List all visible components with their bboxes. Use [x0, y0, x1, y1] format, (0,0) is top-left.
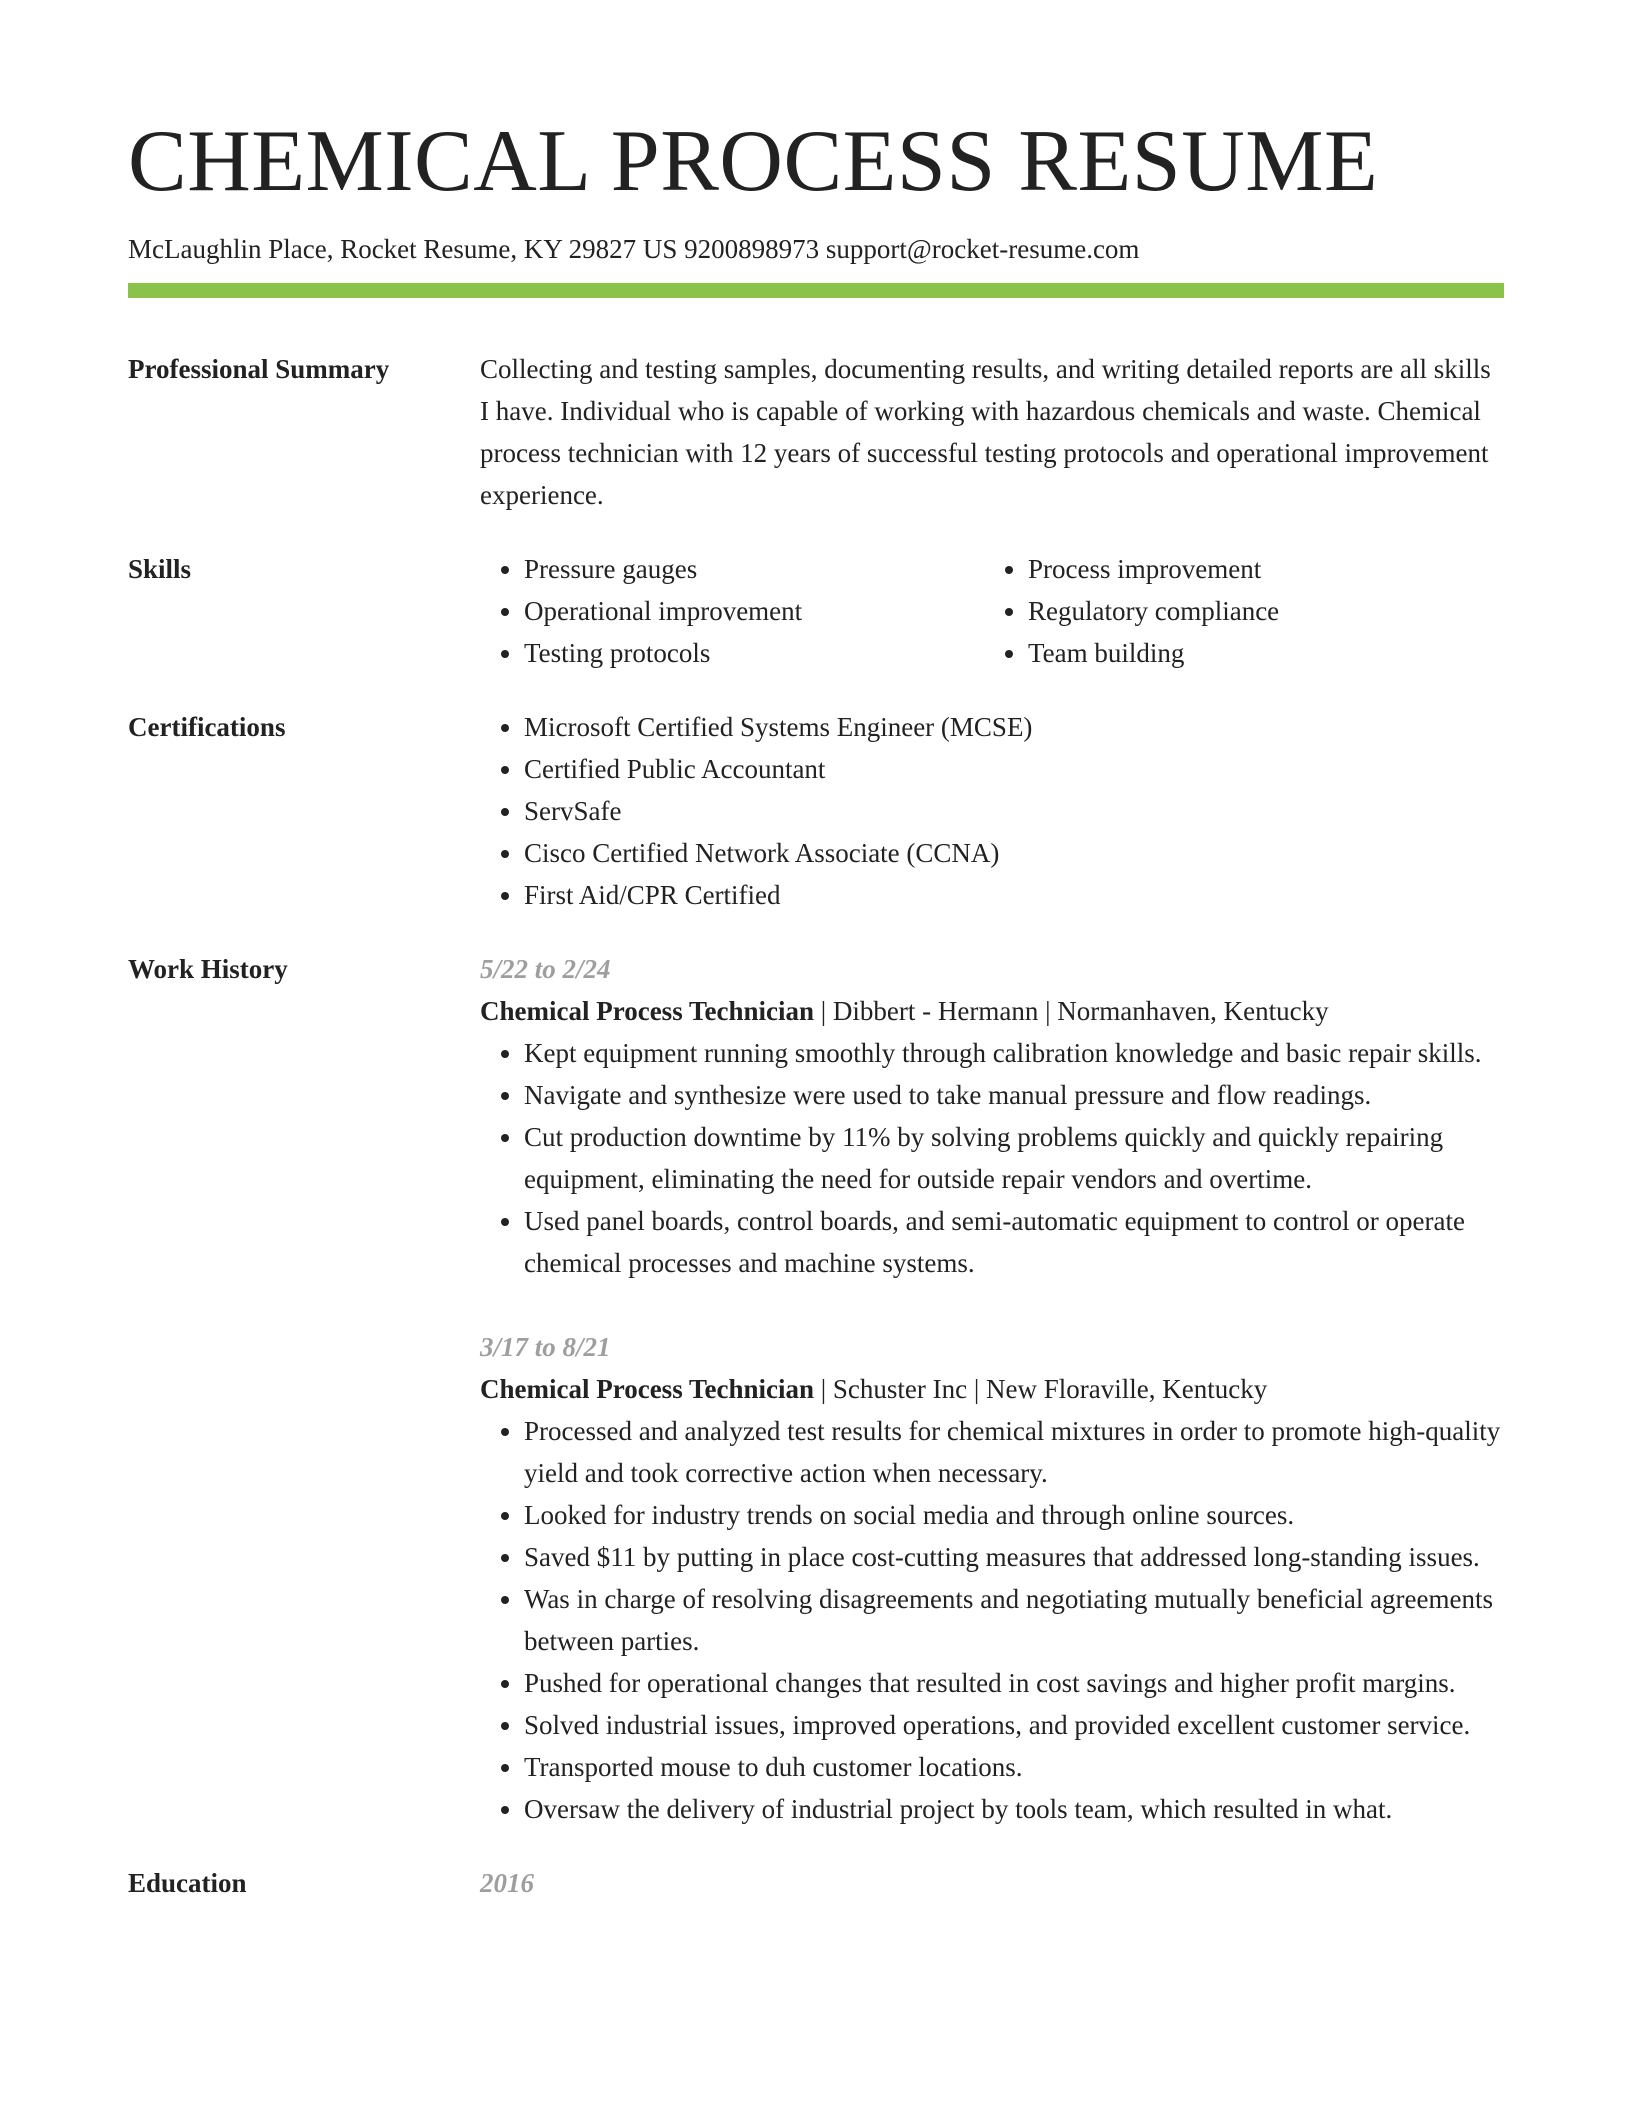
certification-item: • ServSafe — [524, 790, 1504, 832]
skill-item: • Regulatory compliance — [1028, 590, 1488, 632]
job-bullet: • Used panel boards, control boards, and semi-automatic equipment to control or operate chemical processes and machine systems. — [524, 1200, 1504, 1284]
job-entry — [480, 1326, 1504, 1830]
section-label-education: Education — [128, 1868, 247, 1899]
certification-item: • Certified Public Accountant — [524, 748, 1504, 790]
job-bullet: • Cut production downtime by 11% by solving problems quickly and quickly repairing equipment, eliminating the need for outside repair vendors and overtime. — [524, 1116, 1504, 1200]
contact-line: McLaughlin Place, Rocket Resume, KY 29827 US 9200898973 support@rocket-resume.com — [128, 234, 1140, 264]
job-title: Chemical Process Technician — [480, 996, 814, 1027]
skills-grid — [480, 548, 1504, 674]
job-bullet: • Processed and analyzed test results for chemical mixtures in order to promote high-quality yield and took corrective action when necessary. — [524, 1410, 1504, 1494]
job-company-location: | Schuster Inc | New Floraville, Kentucky — [814, 1374, 1268, 1405]
job-dates: 3/17 to 8/21 — [480, 1332, 611, 1363]
job-entry — [480, 948, 1504, 1284]
job-title: Chemical Process Technician — [480, 1374, 814, 1405]
certification-item: • Microsoft Certified Systems Engineer (MCSE) — [524, 706, 1504, 748]
section-label-skills: Skills — [128, 554, 192, 585]
certification-item: • Cisco Certified Network Associate (CCNA) — [524, 832, 1504, 874]
job-bullet: • Solved industrial issues, improved operations, and provided excellent customer service. — [524, 1704, 1504, 1746]
job-bullet: • Looked for industry trends on social media and through online sources. — [524, 1494, 1504, 1536]
summary-text: Collecting and testing samples, documenting results, and writing detailed reports are all skills I have. Individual who is capable of working with hazardous chemicals and waste. Chemical process technician with 12 years of successful testing protocols and operational improvement experience. — [480, 354, 1491, 511]
job-bullet: • Was in charge of resolving disagreements and negotiating mutually beneficial agreements between parties. — [524, 1578, 1504, 1662]
job-bullet: • Pushed for operational changes that resulted in cost savings and higher profit margins. — [524, 1662, 1504, 1704]
resume-title: CHEMICAL PROCESS RESUME — [128, 113, 1379, 210]
job-bullet: • Kept equipment running smoothly through calibration knowledge and basic repair skills. — [524, 1032, 1504, 1074]
education-dates: 2016 — [480, 1868, 534, 1899]
work-history-section — [128, 948, 1504, 1830]
resume-page — [128, 0, 1504, 1904]
certification-item: • First Aid/CPR Certified — [524, 874, 1504, 916]
skill-item: • Team building — [1028, 632, 1488, 674]
section-label-summary: Professional Summary — [128, 354, 390, 385]
job-header — [480, 1368, 1504, 1410]
job-bullet: • Navigate and synthesize were used to take manual pressure and flow readings. — [524, 1074, 1504, 1116]
section-label-certifications: Certifications — [128, 712, 286, 743]
certifications-section — [128, 706, 1504, 916]
section-label-work-history: Work History — [128, 954, 288, 985]
job-bullet: • Transported mouse to duh customer locations. — [524, 1746, 1504, 1788]
education-section — [128, 1862, 1504, 1904]
skills-column-right — [984, 548, 1488, 674]
job-bullet: • Oversaw the delivery of industrial project by tools team, which resulted in what. — [524, 1788, 1504, 1830]
skills-section — [128, 548, 1504, 674]
job-company-location: | Dibbert - Hermann | Normanhaven, Kentucky — [814, 996, 1329, 1027]
job-bullet: • Saved $11 by putting in place cost-cutting measures that addressed long-standing issues. — [524, 1536, 1504, 1578]
job-dates: 5/22 to 2/24 — [480, 954, 611, 985]
skill-item: • Pressure gauges — [524, 548, 984, 590]
skill-item: • Process improvement — [1028, 548, 1488, 590]
skill-item: • Operational improvement — [524, 590, 984, 632]
professional-summary-section — [128, 348, 1504, 516]
skill-item: • Testing protocols — [524, 632, 984, 674]
skills-column-left — [480, 548, 984, 674]
accent-divider — [128, 283, 1504, 298]
job-header — [480, 990, 1504, 1032]
